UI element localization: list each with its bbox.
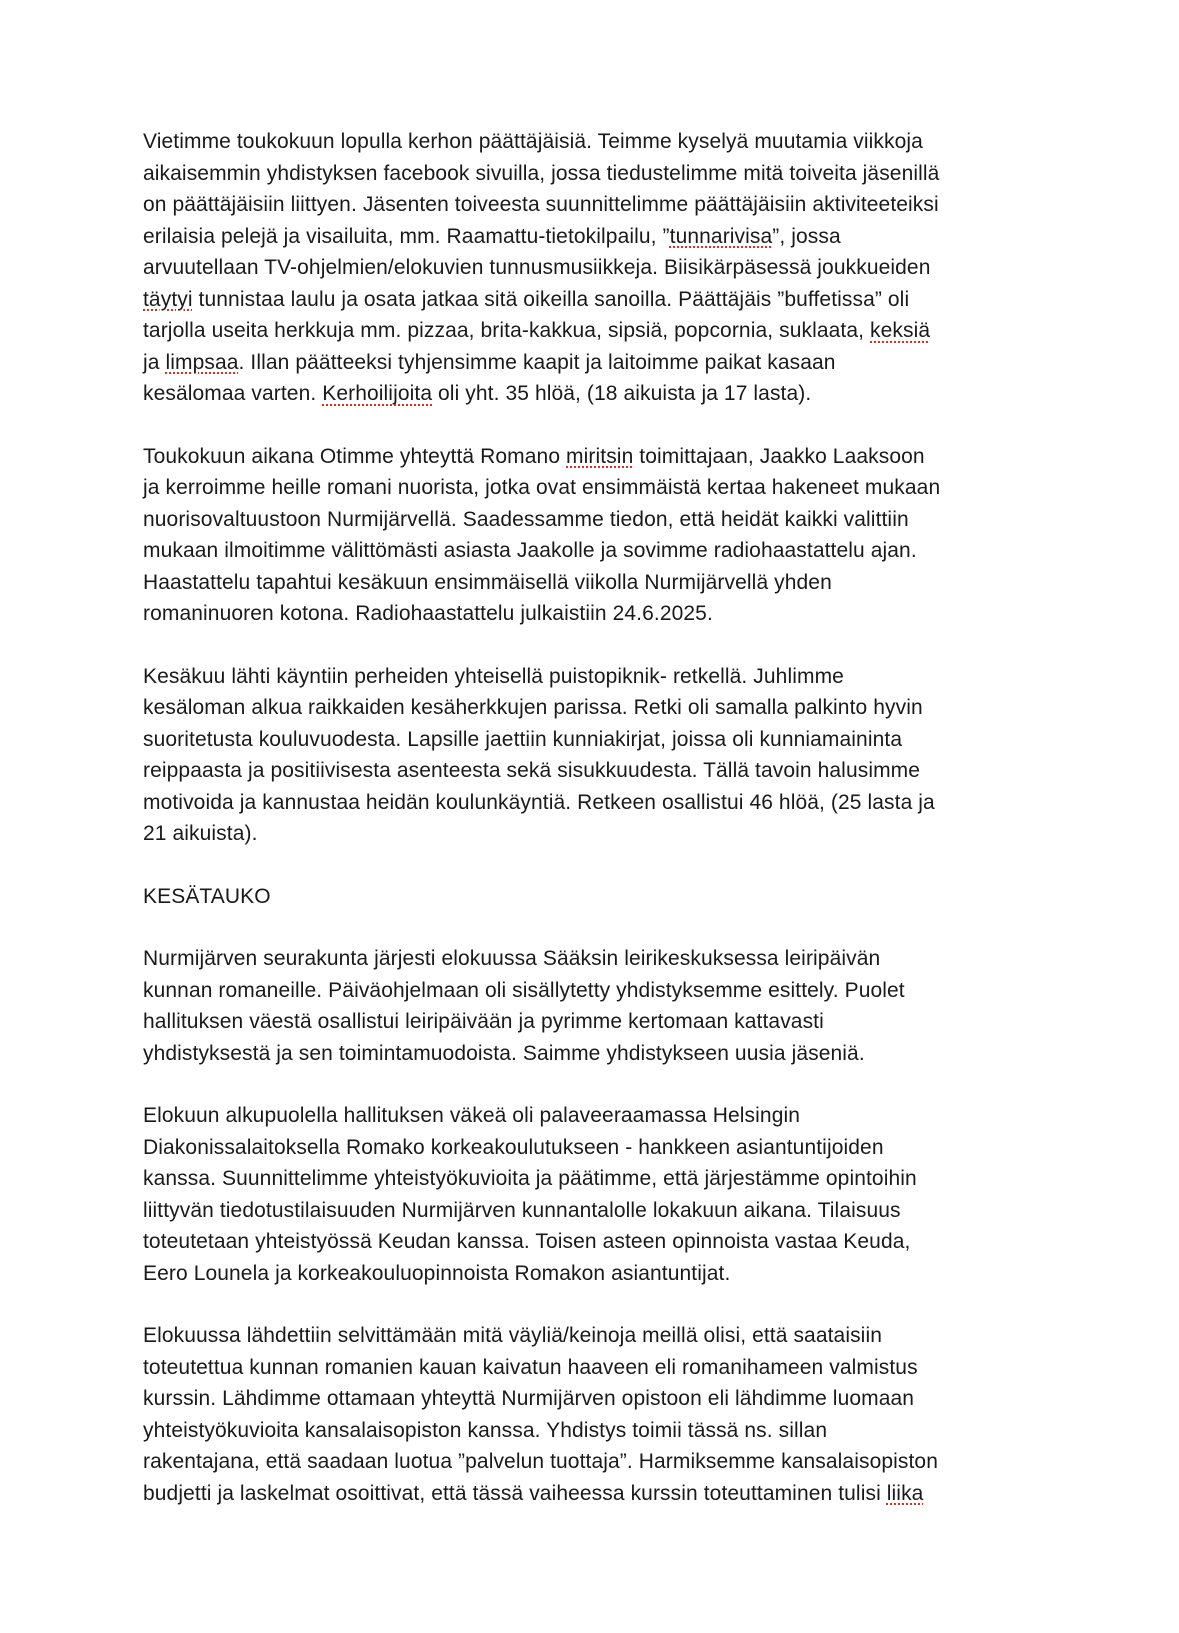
text-run: KESÄTAUKO	[143, 884, 271, 908]
text-run: tarjolla useita herkkuja mm. pizzaa, brita-kakkua, sipsiä, popcornia, suklaata,	[143, 319, 871, 342]
text-run: . Illan päätteeksi tyhjensimme kaapit ja laitoimme paikat kasaan	[238, 350, 836, 374]
text-run: nuorisovaltuustoon Nurmijärvellä. Saadessamme tiedon, että heidät kaikki valittiin	[143, 507, 909, 531]
text-run: reippaasta ja positiivisesta asenteesta sekä sisukkuudesta. Tällä tavoin halusimme	[143, 759, 921, 782]
text-run: mukaan ilmoitimme välittömästi asiasta Jaakolle ja sovimme radiohaastattelu ajan.	[143, 539, 917, 562]
text-run: aikaisemmin yhdistyksen facebook sivuilla, jossa tiedustelimme mitä toiveita jäsenillä	[143, 161, 940, 185]
text-line	[143, 1226, 1043, 1258]
text-line	[143, 1446, 1043, 1478]
text-line	[143, 818, 1043, 850]
text-run: Elokuussa lähdettiin selvittämään mitä väyliä/keinoja meillä olisi, että saataisiin	[143, 1324, 882, 1347]
text-run: kesäloman alkua raikkaiden kesäherkkujen parissa. Retki oli samalla palkinto hyvin	[143, 696, 923, 719]
text-line	[143, 221, 1043, 253]
text-run: Toukokuun aikana Otimme yhteyttä Romano	[143, 444, 567, 468]
text-line	[143, 1038, 1043, 1070]
text-line	[143, 692, 1043, 724]
spellcheck-flagged-word: täytyi	[143, 287, 193, 311]
text-run: ja	[143, 350, 166, 374]
text-line	[143, 535, 1043, 567]
text-line	[143, 1383, 1043, 1415]
text-line	[143, 1100, 1043, 1132]
text-run: romaninuoren kotona. Radiohaastattelu julkaistiin 24.6.2025.	[143, 602, 713, 625]
text-run: liittyvän tiedotustilaisuuden Nurmijärven kunnantalolle lokakuun aikana. Tilaisuus	[143, 1198, 901, 1222]
paragraph	[143, 661, 1043, 850]
text-line	[143, 441, 1043, 473]
text-line	[143, 787, 1043, 819]
text-line	[143, 252, 1043, 284]
text-line	[143, 189, 1043, 221]
text-run: toteutetaan yhteistyössä Keudan kanssa. Toisen asteen opinnoista vastaa Keuda,	[143, 1230, 911, 1253]
text-line	[143, 1320, 1043, 1352]
spellcheck-flagged-word: tunnarivisa	[669, 224, 773, 248]
text-run: ja kerroimme heille romani nuorista, jotka ovat ensimmäistä kertaa hakeneet mukaan	[143, 476, 941, 499]
text-line	[143, 1258, 1043, 1290]
text-run: tunnistaa laulu ja osata jatkaa sitä oikeilla sanoilla. Päättäjäis ”buffetissa” oli	[192, 287, 910, 311]
spellcheck-flagged-word: liika	[886, 1481, 924, 1505]
paragraph	[143, 1100, 1043, 1289]
text-run: kunnan romaneille. Päiväohjelmaan oli sisällytetty yhdistyksemme esittely. Puolet	[143, 978, 905, 1002]
text-line	[143, 158, 1043, 190]
text-line	[143, 724, 1043, 756]
text-run: budjetti ja laskelmat osoittivat, että tässä vaiheessa kurssin toteuttaminen tulisi	[143, 1481, 887, 1505]
text-run: ”, jossa	[772, 224, 841, 248]
spellcheck-flagged-word: limpsaa	[165, 350, 239, 374]
text-run: Diakonissalaitoksella Romako korkeakoulutukseen - hankkeen asiantuntijoiden	[143, 1135, 884, 1159]
text-run: arvuutellaan TV-ohjelmien/elokuvien tunnusmusiikkeja. Biisikärpäsessä joukkueiden	[143, 256, 931, 279]
text-run: yhdistyksestä ja sen toimintamuodoista. Saimme yhdistykseen uusia jäseniä.	[143, 1041, 865, 1065]
text-run: 21 aikuista).	[143, 822, 258, 845]
spellcheck-flagged-word: miritsin	[566, 444, 634, 468]
text-line	[143, 472, 1043, 504]
paragraph	[143, 126, 1043, 410]
text-line	[143, 126, 1043, 158]
text-run: suoritetusta kouluvuodesta. Lapsille jaettiin kunniakirjat, joissa oli kunniamaininta	[143, 727, 903, 751]
text-line	[143, 1415, 1043, 1447]
text-line	[143, 1132, 1043, 1164]
text-line	[143, 1006, 1043, 1038]
text-run: erilaisia pelejä ja visailuita, mm. Raamattu-tietokilpailu, ”	[143, 224, 670, 248]
text-line	[143, 378, 1043, 410]
paragraph	[143, 441, 1043, 630]
text-line	[143, 1352, 1043, 1384]
text-line	[143, 598, 1043, 630]
text-run: hallituksen väestä osallistui leiripäivään ja pyrimme kertomaan kattavasti	[143, 1010, 824, 1033]
text-run: Kesäkuu lähti käyntiin perheiden yhteisellä puistopiknik- retkellä. Juhlimme	[143, 664, 844, 688]
text-line	[143, 975, 1043, 1007]
text-line	[143, 504, 1043, 536]
text-line	[143, 315, 1043, 347]
section-heading	[143, 881, 1043, 913]
text-run: Elokuun alkupuolella hallituksen väkeä oli palaveeraamassa Helsingin	[143, 1104, 801, 1127]
paragraph	[143, 1320, 1043, 1509]
text-line	[143, 284, 1043, 316]
text-run: toimittajaan, Jaakko Laaksoon	[633, 444, 925, 468]
text-line	[143, 567, 1043, 599]
text-run: Vietimme toukokuun lopulla kerhon päättäjäisiä. Teimme kyselyä muutamia viikkoja	[143, 130, 923, 153]
text-run: Nurmijärven seurakunta järjesti elokuussa Sääksin leirikeskuksessa leiripäivän	[143, 947, 881, 970]
document-page	[143, 126, 1043, 1540]
spellcheck-flagged-word: keksiä	[870, 319, 931, 342]
paragraph	[143, 943, 1043, 1069]
text-line	[143, 661, 1043, 693]
text-run: kanssa. Suunnittelimme yhteistyökuvioita ja päätimme, että järjestämme opintoihin	[143, 1167, 917, 1190]
text-line	[143, 881, 1043, 913]
text-run: Eero Lounela ja korkeakouluopinnoista Romakon asiantuntijat.	[143, 1261, 731, 1285]
text-run: Haastattelu tapahtui kesäkuun ensimmäisellä viikolla Nurmijärvellä yhden	[143, 570, 832, 594]
text-run: oli yht. 35 hlöä, (18 aikuista ja 17 lasta).	[432, 382, 812, 405]
text-line	[143, 1195, 1043, 1227]
text-run: on päättäjäisiin liittyen. Jäsenten toiveesta suunnittelimme päättäjäisiin aktiviteeteiksi	[143, 193, 939, 216]
text-run: yhteistyökuvioita kansalaisopiston kanssa. Yhdistys toimii tässä ns. sillan	[143, 1418, 828, 1442]
text-run: motivoida ja kannustaa heidän koulunkäyntiä. Retkeen osallistui 46 hlöä, (25 lasta ja	[143, 790, 935, 814]
text-run: kesälomaa varten.	[143, 382, 323, 405]
spellcheck-flagged-word: Kerhoilijoita	[322, 382, 433, 405]
text-run: kurssin. Lähdimme ottamaan yhteyttä Nurmijärven opistoon eli lähdimme luomaan	[143, 1387, 915, 1410]
text-line	[143, 755, 1043, 787]
text-line	[143, 1478, 1043, 1510]
text-line	[143, 1163, 1043, 1195]
text-run: toteutettua kunnan romanien kauan kaivatun haaveen eli romanihameen valmistus	[143, 1355, 918, 1379]
text-run: rakentajana, että saadaan luotua ”palvelun tuottaja”. Harmiksemme kansalaisopiston	[143, 1450, 938, 1473]
text-line	[143, 347, 1043, 379]
text-line	[143, 943, 1043, 975]
